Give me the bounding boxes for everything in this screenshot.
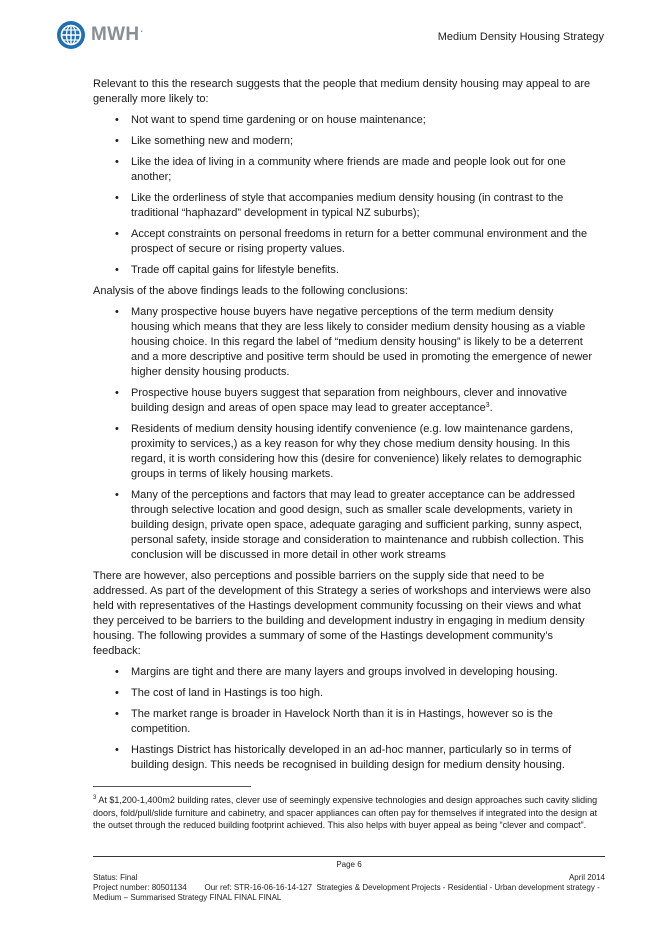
bullet-icon: • [115, 306, 119, 318]
document-title: Medium Density Housing Strategy [437, 31, 604, 43]
globe-logo-icon [56, 20, 86, 50]
page-header [56, 20, 604, 54]
bullet-icon: • [115, 666, 119, 678]
footnote-divider [93, 786, 251, 787]
footer-divider [93, 856, 605, 857]
bullet-icon: • [115, 192, 119, 204]
feedback-list [93, 665, 593, 773]
list-item: • Many prospective house buyers have negative perceptions of the term medium density housing which means that they are less likely to consider medium density housing as a viable housing choice. In this regard the label of “medium density housing” is likely to be a deterrent and a more descriptive and positive term should be used in promoting the emergence of newer higher density housing products. [115, 306, 593, 378]
list-item: • Margins are tight and there are many layers and groups involved in developing housing. [115, 666, 558, 678]
supply-paragraph: There are however, also perceptions and possible barriers on the supply side that need to be addressed. As part of the development of this Strategy a series of workshops and interviews were also held with representatives of the Hastings development community focussing on their views and what they perceived to be barriers to the building and development industry in engaging in medium density housing. The following provides a summary of some of the Hastings development community’s feedback: [93, 570, 591, 657]
list-item: • Accept constraints on personal freedoms in return for a better communal environment and the prospect of secure or rising property values. [115, 228, 588, 255]
logo-wordmark: MWH. [91, 24, 144, 45]
appeal-list [93, 113, 593, 278]
bullet-icon: • [115, 687, 119, 699]
bullet-icon: • [115, 228, 119, 240]
list-item: • Hastings District has historically developed in an ad-hoc manner, particularly so in terms of building design. This needs be recognised in building design for medium density housing. [115, 744, 572, 771]
bullet-icon: • [115, 423, 119, 435]
project-reference: Project number: 80501134 Our ref: STR-16-06-16-14-127 Strategies & Development Projects - Residential - Urban development strategy - Medium – Summarised Strategy FINAL FINAL FINAL [93, 883, 602, 902]
page-footer [93, 860, 605, 903]
bullet-icon: • [115, 264, 119, 276]
mwh-logo [56, 20, 143, 50]
bullet-icon: • [115, 489, 119, 501]
status-text: Status: Final [93, 873, 138, 882]
conclusions-list [93, 305, 593, 563]
list-item: • Trade off capital gains for lifestyle benefits. [115, 264, 339, 276]
analysis-paragraph: Analysis of the above findings leads to the following conclusions: [93, 285, 408, 297]
bullet-icon: • [115, 387, 119, 399]
list-item: • Not want to spend time gardening or on house maintenance; [115, 114, 426, 126]
list-item: • The market range is broader in Havelock North than it is in Hastings, however so is the competition. [115, 708, 553, 735]
page-number: Page 6 [336, 860, 362, 869]
list-item: • Residents of medium density housing identify convenience (e.g. low maintenance gardens, proximity to services,) as a key reason for why they chose medium density housing. In this regard, it is worth considering how this (desire for convenience) likely relates to demographic groups in terms of likely housing markets. [115, 423, 582, 480]
bullet-icon: • [115, 744, 119, 756]
footnote-number: 3 [93, 795, 97, 801]
footnote-text: At $1,200-1,400m2 building rates, clever use of seemingly expensive technologies and design approaches such cavity sliding doors, fold/pull/slide furniture and cabinetry, and spacer appliances can often pay for themselves if integrated into the design at the outset through the reduced building footprint achieved. This also helps with buyer appeal as being “clever and compact”. [93, 795, 598, 831]
list-item: • Prospective house buyers suggest that separation from neighbours, clever and innovative building design and areas of open space may lead to greater acceptance$^3$. [115, 387, 567, 414]
bullet-icon: • [115, 135, 119, 147]
list-item: • Like something new and modern; [115, 135, 294, 147]
list-item: • Like the orderliness of style that accompanies medium density housing (in contrast to the traditional “haphazard” development in typical NZ suburbs); [115, 192, 564, 219]
list-item: • Many of the perceptions and factors that may lead to greater acceptance can be addressed through selective location and good design, such as smaller scale developments, variety in building design, private open space, adequate garaging and sufficient parking, sunny aspect, personal safety, inside storage and consideration to maintenance and rubbish collection. This conclusion will be discussed in more detail in other work streams [115, 489, 584, 561]
footnote [93, 794, 605, 832]
body-content [93, 77, 593, 779]
intro-paragraph: Relevant to this the research suggests that the people that medium density housing may appeal to are generally more likely to: [93, 78, 591, 105]
list-item: • The cost of land in Hastings is too high. [115, 687, 323, 699]
list-item: • Like the idea of living in a community where friends are made and people look out for one another; [115, 156, 566, 183]
bullet-icon: • [115, 156, 119, 168]
footnote-reference: 3 [485, 402, 490, 409]
bullet-icon: • [115, 114, 119, 126]
date-text: April 2014 [568, 873, 605, 882]
bullet-icon: • [115, 708, 119, 720]
footer-status-row [93, 873, 605, 883]
